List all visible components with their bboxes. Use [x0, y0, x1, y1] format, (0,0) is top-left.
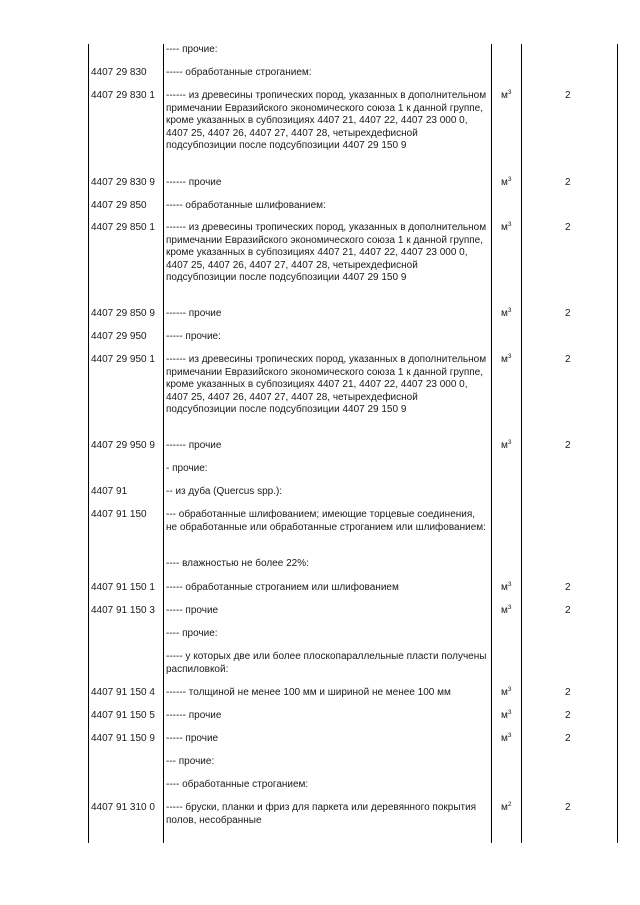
unit-of-measure	[501, 177, 519, 190]
commodity-code: 4407 29 850 1	[91, 222, 155, 233]
table-row	[0, 463, 640, 486]
duty-rate: 2	[565, 582, 571, 593]
unit-base: м	[501, 605, 508, 616]
unit-of-measure	[501, 605, 519, 618]
unit-base: м	[501, 308, 508, 319]
commodity-description: ------ из древесины тропических пород, указанных в дополнительном примечании Евразийского экономического союза 1 к данной группе, кроме указанных в субпозициях 4407 21, 4407 22, 4407 23 000 0, 4407 25, 4407 26, 4407 27, 4407 28, четырехдефисной подсубпозиции после подсубпозиции 4407 29 150 9	[166, 90, 487, 151]
duty-rate: 2	[565, 90, 571, 101]
duty-rate: 2	[565, 605, 571, 616]
commodity-description: ----- обработанные строганием:	[166, 66, 312, 78]
unit-base: м	[501, 440, 508, 451]
commodity-description: ------ прочие	[166, 440, 222, 451]
unit-base: м	[501, 177, 508, 188]
table-row	[0, 44, 640, 67]
unit-base: м	[501, 733, 508, 744]
commodity-description: ----- бруски, планки и фриз для паркета или деревянного покрытия полов, несобранные	[166, 802, 477, 826]
unit-base: м	[501, 222, 508, 233]
table-row	[0, 802, 640, 832]
commodity-code: 4407 91	[91, 486, 128, 497]
duty-rate: 2	[565, 308, 571, 319]
commodity-description: ------ из древесины тропических пород, указанных в дополнительном примечании Евразийского экономического союза 1 к данной группе, кроме указанных в субпозициях 4407 21, 4407 22, 4407 23 000 0, 4407 25, 4407 26, 4407 27, 4407 28, четырехдефисной подсубпозиции после подсубпозиции 4407 29 150 9	[166, 222, 487, 283]
unit-of-measure	[501, 582, 519, 595]
unit-base: м	[501, 582, 508, 593]
unit-exponent: 3	[507, 709, 512, 716]
table-row	[0, 687, 640, 710]
commodity-code: 4407 29 850 9	[91, 308, 155, 319]
table-row	[0, 440, 640, 463]
commodity-description: ----- прочие	[166, 733, 219, 744]
commodity-description: ------ толщиной не менее 100 мм и шириной не менее 100 мм	[166, 687, 451, 698]
unit-of-measure	[501, 440, 519, 453]
table-row	[0, 354, 640, 440]
table-row	[0, 177, 640, 200]
unit-exponent: 3	[507, 581, 512, 588]
tariff-table	[0, 44, 640, 832]
duty-rate: 2	[565, 733, 571, 744]
commodity-description: ----- обработанные шлифованием:	[166, 199, 326, 211]
commodity-description: --- прочие:	[166, 756, 215, 767]
commodity-code: 4407 91 150 3	[91, 605, 155, 616]
table-row	[0, 331, 640, 354]
commodity-code: 4407 29 950 1	[91, 354, 155, 365]
duty-rate: 2	[565, 440, 571, 451]
unit-of-measure	[501, 687, 519, 700]
table-row	[0, 582, 640, 605]
unit-base: м	[501, 802, 508, 813]
unit-of-measure	[501, 308, 519, 321]
commodity-description: ---- обработанные строганием:	[166, 779, 309, 790]
unit-of-measure	[501, 802, 519, 815]
unit-of-measure	[501, 90, 519, 103]
table-row	[0, 558, 640, 582]
commodity-code: 4407 91 150 9	[91, 733, 155, 744]
commodity-description: --- обработанные шлифованием; имеющие торцевые соединения, не обработанные или обработанные строганием или шлифованием:	[166, 509, 486, 533]
unit-exponent: 3	[507, 176, 512, 183]
duty-rate: 2	[565, 802, 571, 813]
commodity-description: ----- обработанные строганием или шлифованием	[166, 582, 399, 593]
commodity-description: ---- прочие:	[166, 628, 218, 639]
duty-rate: 2	[565, 177, 571, 188]
unit-base: м	[501, 354, 508, 365]
table-row	[0, 486, 640, 509]
commodity-description: ------ прочие	[166, 308, 222, 319]
commodity-description: ----- у которых две или более плоскопараллельные пласти получены распиловкой:	[166, 651, 487, 675]
duty-rate: 2	[565, 710, 571, 721]
commodity-description: - прочие:	[166, 463, 208, 474]
commodity-description: ---- влажностью не более 22%:	[166, 558, 309, 569]
unit-exponent: 3	[507, 89, 512, 96]
table-row	[0, 605, 640, 628]
unit-base: м	[501, 90, 508, 101]
table-row	[0, 222, 640, 308]
unit-exponent: 3	[507, 686, 512, 693]
commodity-code: 4407 29 850	[91, 199, 147, 211]
unit-of-measure	[501, 222, 519, 235]
commodity-description: -- из дуба (Quercus spp.):	[166, 486, 283, 497]
unit-exponent: 2	[507, 801, 512, 808]
table-row	[0, 756, 640, 779]
table-row	[0, 308, 640, 331]
commodity-code: 4407 91 150 4	[91, 687, 155, 698]
unit-base: м	[501, 710, 508, 721]
commodity-code: 4407 29 830 1	[91, 90, 155, 101]
commodity-code: 4407 29 950	[91, 331, 147, 342]
table-row	[0, 710, 640, 733]
unit-exponent: 3	[507, 307, 512, 314]
table-row	[0, 733, 640, 756]
table-row	[0, 90, 640, 177]
table-row	[0, 651, 640, 687]
commodity-code: 4407 29 830 9	[91, 177, 155, 188]
commodity-code: 4407 29 830	[91, 66, 147, 78]
duty-rate: 2	[565, 354, 571, 365]
unit-exponent: 3	[507, 353, 512, 360]
commodity-code: 4407 91 150	[91, 509, 147, 520]
unit-of-measure	[501, 354, 519, 367]
unit-of-measure	[501, 733, 519, 746]
commodity-code: 4407 29 950 9	[91, 440, 155, 451]
unit-of-measure	[501, 710, 519, 723]
commodity-description: ----- прочие:	[166, 331, 221, 342]
commodity-description: ------ прочие	[166, 177, 222, 188]
table-row	[0, 628, 640, 651]
commodity-code: 4407 91 150 5	[91, 710, 155, 721]
unit-exponent: 3	[507, 604, 512, 611]
table-row	[0, 509, 640, 558]
duty-rate: 2	[565, 222, 571, 233]
table-row	[0, 779, 640, 802]
commodity-description: ----- прочие	[166, 605, 219, 616]
duty-rate: 2	[565, 687, 571, 698]
unit-exponent: 3	[507, 732, 512, 739]
commodity-description: ---- прочие:	[166, 44, 218, 55]
commodity-description: ------ из древесины тропических пород, указанных в дополнительном примечании Евразийского экономического союза 1 к данной группе, кроме указанных в субпозициях 4407 21, 4407 22, 4407 23 000 0, 4407 25, 4407 26, 4407 27, 4407 28, четырехдефисной подсубпозиции после подсубпозиции 4407 29 150 9	[166, 354, 487, 415]
table-row	[0, 67, 640, 91]
unit-base: м	[501, 687, 508, 698]
unit-exponent: 3	[507, 221, 512, 228]
table-row	[0, 200, 640, 223]
commodity-code: 4407 91 150 1	[91, 582, 155, 593]
commodity-code: 4407 91 310 0	[91, 802, 155, 813]
commodity-description: ------ прочие	[166, 710, 222, 721]
unit-exponent: 3	[507, 439, 512, 446]
